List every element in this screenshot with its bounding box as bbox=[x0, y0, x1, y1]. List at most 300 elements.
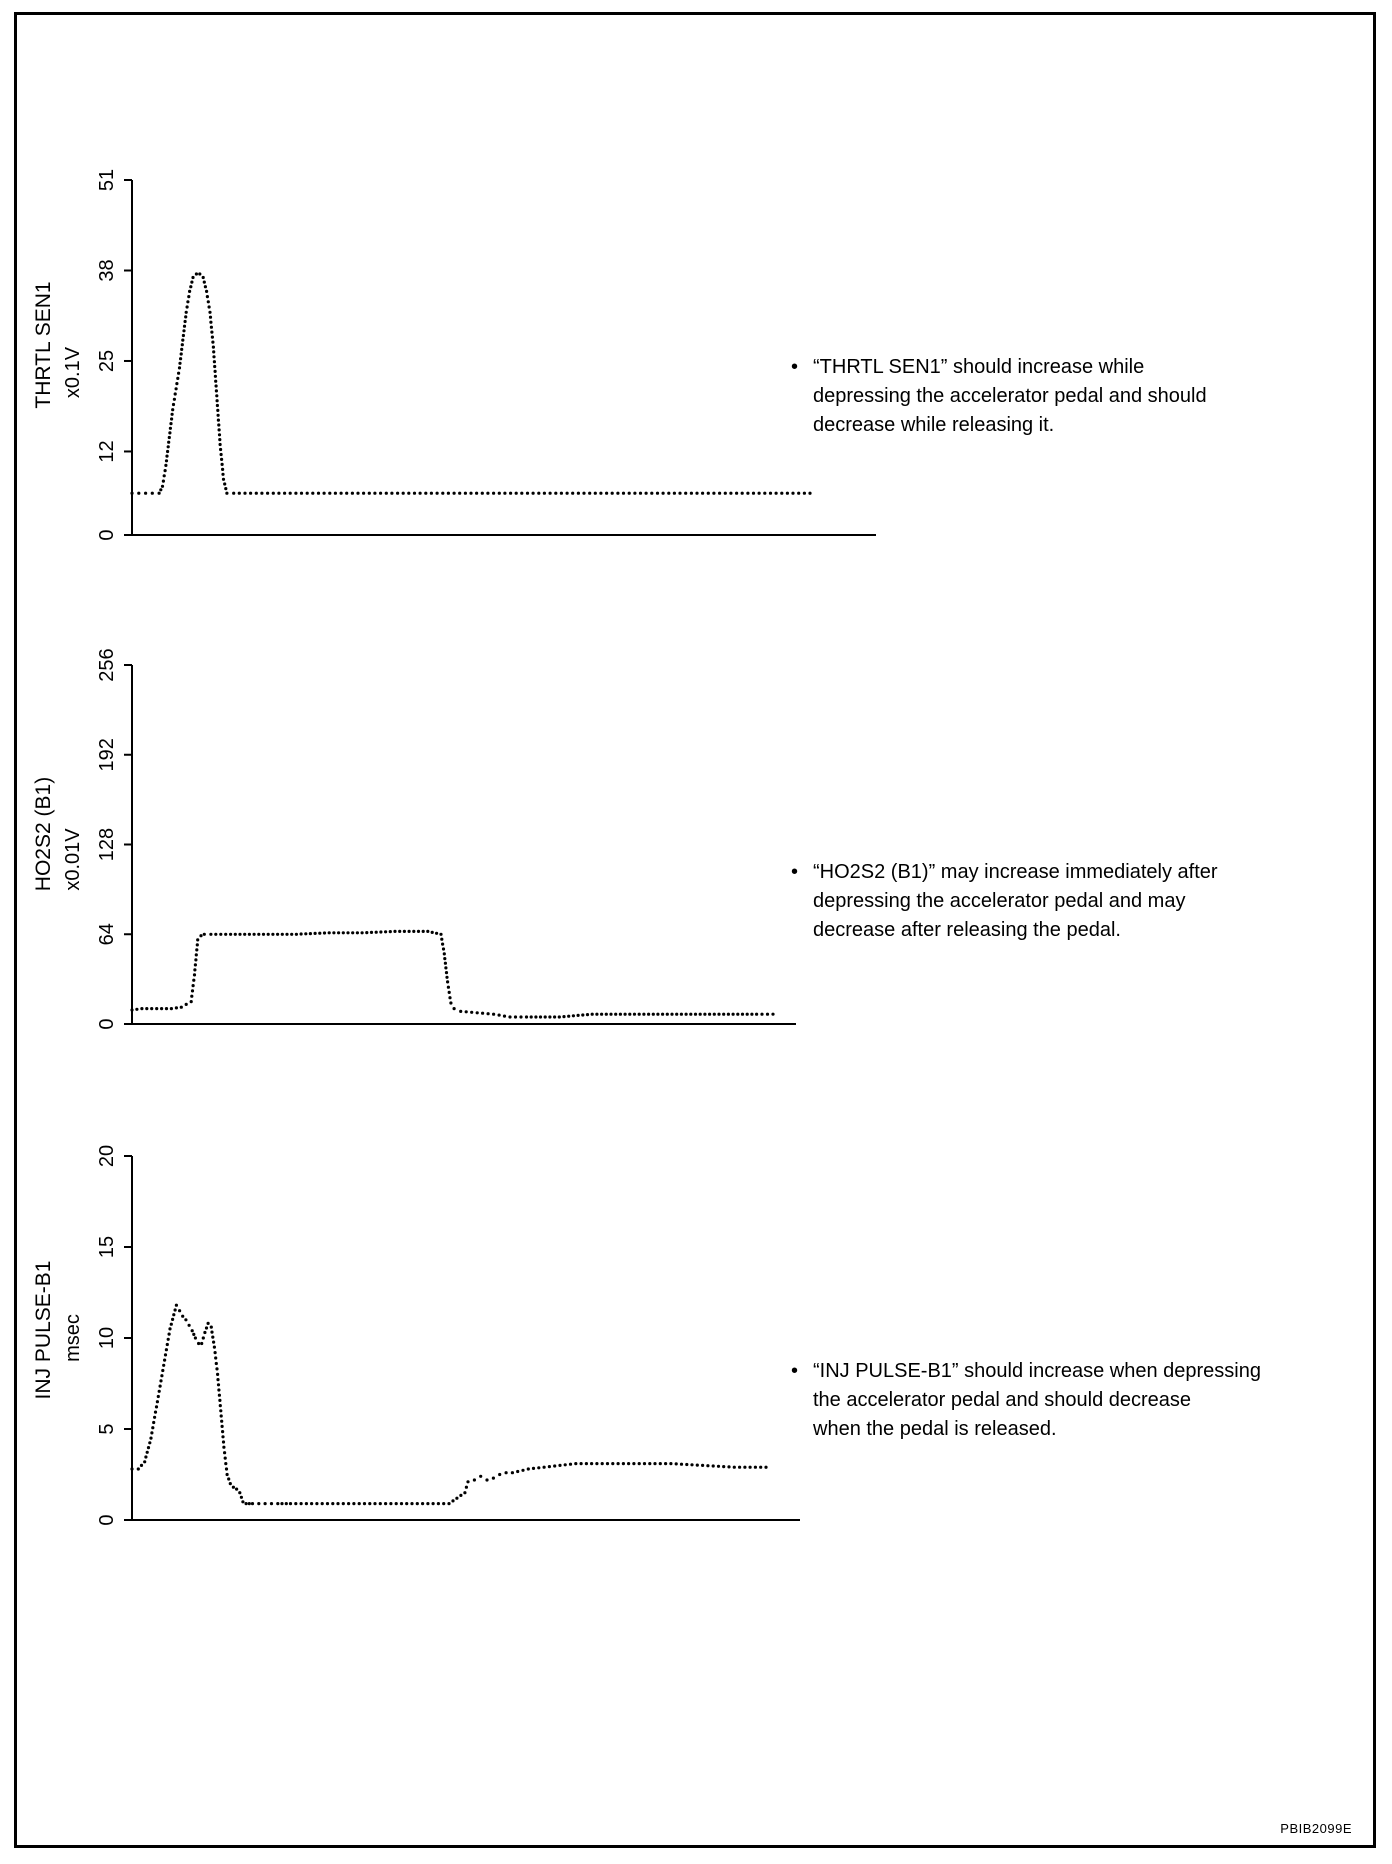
inj-pulse-trace-dot bbox=[257, 1502, 260, 1505]
throttle-trace-dot bbox=[182, 334, 185, 337]
inj-pulse-trace-dot bbox=[221, 1435, 224, 1438]
inj-pulse-trace-dot bbox=[548, 1465, 551, 1468]
ho2s2-trace-dot bbox=[755, 1013, 758, 1016]
throttle-trace-dot bbox=[187, 295, 190, 298]
inj-pulse-trace-dot bbox=[516, 1470, 519, 1473]
throttle-trace-dot bbox=[189, 285, 192, 288]
throttle-trace-dot bbox=[526, 492, 529, 495]
throttle-trace-dot bbox=[221, 463, 224, 466]
throttle-trace-dot bbox=[161, 485, 164, 488]
ho2s2-trace-dot bbox=[422, 930, 425, 933]
inj-pulse-trace-dot bbox=[685, 1463, 688, 1466]
throttle-trace-dot bbox=[289, 492, 292, 495]
inj-pulse-trace-dot bbox=[219, 1404, 222, 1407]
ho2s2-trace-dot bbox=[192, 979, 195, 982]
throttle-trace-dot bbox=[645, 492, 648, 495]
inj-pulse-trace-dot bbox=[580, 1462, 583, 1465]
inj-pulse-trace-dot bbox=[150, 1431, 153, 1434]
throttle-trace-dot bbox=[340, 492, 343, 495]
note-throttle bbox=[791, 353, 1392, 440]
inj-pulse-trace-dot bbox=[172, 1313, 175, 1316]
ho2s2-trace-dot bbox=[314, 932, 317, 935]
throttle-trace-dot bbox=[469, 492, 472, 495]
ho2s2-trace-dot bbox=[642, 1013, 645, 1016]
inj-pulse-trace-dot bbox=[455, 1497, 458, 1500]
throttle-trace-dot bbox=[560, 492, 563, 495]
throttle-trace-dot bbox=[492, 492, 495, 495]
inj-pulse-trace-dot bbox=[294, 1502, 297, 1505]
ho2s2-trace-dot bbox=[539, 1015, 542, 1018]
note-line: decrease after releasing the pedal. bbox=[813, 919, 1121, 941]
inj-pulse-trace-dot bbox=[171, 1318, 174, 1321]
ho2s2-trace-dot bbox=[445, 971, 448, 974]
inj-pulse-trace-dot bbox=[617, 1462, 620, 1465]
inj-pulse-trace-dot bbox=[532, 1467, 535, 1470]
inj-pulse-trace-dot bbox=[218, 1394, 221, 1397]
throttle-trace-dot bbox=[216, 409, 219, 412]
inj-pulse-trace-dot bbox=[235, 1488, 238, 1491]
throttle-trace-dot bbox=[181, 343, 184, 346]
inj-pulse-trace-dot bbox=[410, 1502, 413, 1505]
inj-pulse-trace-dot bbox=[217, 1388, 220, 1391]
inj-pulse-trace-dot bbox=[165, 1348, 168, 1351]
inj-pulse-trace-dot bbox=[216, 1373, 219, 1376]
ho2s2-y-tick-label: 128 bbox=[96, 827, 118, 862]
inj-pulse-trace-dot bbox=[153, 1416, 156, 1419]
ho2s2-trace-dot bbox=[760, 1013, 763, 1016]
throttle-trace-dot bbox=[184, 315, 187, 318]
inj-pulse-trace-dot bbox=[558, 1464, 561, 1467]
throttle-trace-dot bbox=[217, 414, 220, 417]
inj-pulse-trace-dot bbox=[238, 1491, 241, 1494]
throttle-trace-dot bbox=[188, 290, 191, 293]
inj-pulse-trace-dot bbox=[159, 1379, 162, 1382]
ho2s2-trace-dot bbox=[262, 933, 265, 936]
inj-pulse-trace-dot bbox=[336, 1502, 339, 1505]
inj-pulse-trace-dot bbox=[473, 1478, 476, 1481]
inj-pulse-trace-dot bbox=[373, 1502, 376, 1505]
throttle-trace-dot bbox=[202, 276, 205, 279]
inj-pulse-trace-dot bbox=[194, 1336, 197, 1339]
inj-pulse-trace-dot bbox=[140, 1464, 143, 1467]
throttle-trace-dot bbox=[190, 281, 193, 284]
inj-pulse-y-tick-label: 10 bbox=[96, 1326, 118, 1350]
throttle-trace-dot bbox=[182, 329, 185, 332]
inj-pulse-trace-dot bbox=[465, 1486, 468, 1489]
throttle-trace-dot bbox=[159, 488, 162, 491]
ho2s2-trace-dot bbox=[514, 1015, 517, 1018]
ho2s2-trace-dot bbox=[351, 931, 354, 934]
throttle-trace-dot bbox=[179, 357, 182, 360]
ho2s2-trace-dot bbox=[253, 933, 256, 936]
inj-pulse-trace-dot bbox=[358, 1502, 361, 1505]
ho2s2-trace-dot bbox=[553, 1015, 556, 1018]
note-line: when the pedal is released. bbox=[813, 1418, 1057, 1440]
note-line: “THRTL SEN1” should increase while bbox=[813, 356, 1145, 378]
inj-pulse-trace-dot bbox=[764, 1466, 767, 1469]
inj-pulse-trace-dot bbox=[245, 1502, 248, 1505]
ho2s2-trace-dot bbox=[766, 1013, 769, 1016]
inj-pulse-trace-dot bbox=[368, 1502, 371, 1505]
ho2s2-trace-dot bbox=[165, 1007, 168, 1010]
throttle-trace-dot bbox=[741, 492, 744, 495]
ho2s2-trace-dot bbox=[638, 1013, 641, 1016]
ho2s2-trace-dot bbox=[680, 1013, 683, 1016]
throttle-trace-dot bbox=[175, 387, 178, 390]
ho2s2-trace-dot bbox=[309, 932, 312, 935]
throttle-y-tick-label: 38 bbox=[96, 259, 118, 282]
throttle-trace-dot bbox=[543, 492, 546, 495]
ho2s2-trace-dot bbox=[190, 1000, 193, 1003]
inj-pulse-trace-dot bbox=[485, 1478, 488, 1481]
inj-pulse-trace-dot bbox=[717, 1465, 720, 1468]
inj-pulse-trace-dot bbox=[161, 1369, 164, 1372]
throttle-trace-dot bbox=[180, 348, 183, 351]
throttle-trace-dot bbox=[430, 492, 433, 495]
inj-pulse-trace-dot bbox=[463, 1491, 466, 1494]
note-ho2s2 bbox=[791, 858, 1392, 945]
inj-pulse-trace-dot bbox=[149, 1437, 152, 1440]
ho2s2-trace-dot bbox=[586, 1013, 589, 1016]
throttle-trace-dot bbox=[206, 295, 209, 298]
throttle-trace-dot bbox=[520, 492, 523, 495]
note-line: “INJ PULSE-B1” should increase when depressing bbox=[813, 1360, 1261, 1382]
inj-pulse-trace-dot bbox=[222, 1446, 225, 1449]
ho2s2-trace-dot bbox=[448, 991, 451, 994]
throttle-trace-dot bbox=[223, 482, 226, 485]
ho2s2-trace-dot bbox=[243, 933, 246, 936]
inj-pulse-trace-dot bbox=[733, 1466, 736, 1469]
inj-pulse-trace-dot bbox=[300, 1502, 303, 1505]
inj-pulse-trace-dot bbox=[218, 1399, 221, 1402]
throttle-trace-dot bbox=[238, 492, 241, 495]
throttle-trace-dot bbox=[184, 320, 187, 323]
ho2s2-trace-dot bbox=[140, 1007, 143, 1010]
inj-pulse-trace-dot bbox=[221, 1425, 224, 1428]
inj-pulse-trace-dot bbox=[492, 1477, 495, 1480]
throttle-trace-dot bbox=[283, 492, 286, 495]
inj-pulse-trace-dot bbox=[232, 1486, 235, 1489]
inj-pulse-trace-dot bbox=[146, 1451, 149, 1454]
ho2s2-trace-dot bbox=[199, 934, 202, 937]
inj-pulse-trace-dot bbox=[280, 1502, 283, 1505]
throttle-trace-dot bbox=[712, 492, 715, 495]
ho2s2-trace-dot bbox=[746, 1013, 749, 1016]
throttle-trace-dot bbox=[334, 492, 337, 495]
ho2s2-trace-dot bbox=[276, 933, 279, 936]
throttle-trace-dot bbox=[475, 492, 478, 495]
ho2s2-trace-dot bbox=[619, 1013, 622, 1016]
ho2s2-trace-dot bbox=[224, 933, 227, 936]
inj-pulse-trace-dot bbox=[167, 1338, 170, 1341]
ho2s2-trace-dot bbox=[771, 1013, 774, 1016]
throttle-trace-dot bbox=[735, 492, 738, 495]
throttle-trace-dot bbox=[144, 492, 147, 495]
inj-pulse-trace-dot bbox=[638, 1462, 641, 1465]
inj-pulse-trace-dot bbox=[675, 1462, 678, 1465]
throttle-trace-dot bbox=[746, 492, 749, 495]
note-bullet: • bbox=[791, 861, 799, 883]
ho2s2-trace-dot bbox=[323, 931, 326, 934]
ho2s2-trace-dot bbox=[408, 930, 411, 933]
inj-pulse-trace-dot bbox=[220, 1420, 223, 1423]
throttle-trace-dot bbox=[566, 492, 569, 495]
ho2s2-trace-dot bbox=[498, 1014, 501, 1017]
throttle-trace-dot bbox=[701, 492, 704, 495]
throttle-trace-dot bbox=[164, 469, 167, 472]
inj-pulse-trace-dot bbox=[181, 1315, 184, 1318]
inj-pulse-trace-dot bbox=[643, 1462, 646, 1465]
inj-pulse-trace-dot bbox=[537, 1466, 540, 1469]
throttle-trace-dot bbox=[453, 492, 456, 495]
inj-pulse-trace-dot bbox=[215, 1362, 218, 1365]
inj-pulse-trace-dot bbox=[451, 1499, 454, 1502]
inj-pulse-trace-dot bbox=[151, 1426, 154, 1429]
inj-pulse-y-tick-label: 20 bbox=[96, 1144, 118, 1168]
ho2s2-trace-dot bbox=[736, 1013, 739, 1016]
inj-pulse-trace-dot bbox=[331, 1502, 334, 1505]
inj-pulse-trace-dot bbox=[251, 1502, 254, 1505]
inj-pulse-trace-dot bbox=[426, 1502, 429, 1505]
inj-pulse-trace-dot bbox=[155, 1405, 158, 1408]
throttle-trace-dot bbox=[167, 441, 170, 444]
inj-pulse-trace-dot bbox=[505, 1471, 508, 1474]
throttle-trace-dot bbox=[277, 492, 280, 495]
throttle-trace-dot bbox=[211, 341, 214, 344]
ho2s2-trace-dot bbox=[194, 963, 197, 966]
throttle-trace-dot bbox=[130, 492, 133, 495]
throttle-trace-dot bbox=[212, 350, 215, 353]
inj-pulse-trace-dot bbox=[130, 1467, 133, 1470]
inj-pulse-trace-dot bbox=[168, 1327, 171, 1330]
inj-pulse-trace-dot bbox=[264, 1502, 267, 1505]
ho2s2-trace-dot bbox=[135, 1008, 138, 1011]
throttle-trace-dot bbox=[217, 423, 220, 426]
inj-pulse-trace-dot bbox=[727, 1465, 730, 1468]
ho2s2-trace-dot bbox=[443, 957, 446, 960]
ho2s2-trace-dot bbox=[581, 1013, 584, 1016]
throttle-trace-dot bbox=[306, 492, 309, 495]
inj-pulse-trace-dot bbox=[216, 1378, 219, 1381]
throttle-trace-dot bbox=[503, 492, 506, 495]
throttle-trace-dot bbox=[243, 492, 246, 495]
note-bullet: • bbox=[791, 1360, 799, 1382]
inj-pulse-trace-dot bbox=[466, 1480, 469, 1483]
ho2s2-trace-dot bbox=[577, 1014, 580, 1017]
inj-pulse-trace-dot bbox=[498, 1473, 501, 1476]
throttle-trace-dot bbox=[667, 492, 670, 495]
ho2s2-trace-dot bbox=[447, 986, 450, 989]
inj-pulse-trace-dot bbox=[442, 1502, 445, 1505]
note-line: “HO2S2 (B1)” may increase immediately after bbox=[813, 861, 1218, 883]
inj-pulse-trace-dot bbox=[437, 1502, 440, 1505]
throttle-trace-dot bbox=[216, 404, 219, 407]
throttle-trace-dot bbox=[351, 492, 354, 495]
throttle-trace-dot bbox=[191, 276, 194, 279]
ho2s2-trace-dot bbox=[328, 931, 331, 934]
inj-pulse-trace-dot bbox=[248, 1502, 251, 1505]
throttle-y-tick-label: 0 bbox=[96, 529, 118, 541]
throttle-trace-dot bbox=[763, 492, 766, 495]
inj-pulse-trace-dot bbox=[321, 1502, 324, 1505]
ho2s2-trace-dot bbox=[652, 1013, 655, 1016]
inj-pulse-trace-dot bbox=[564, 1463, 567, 1466]
throttle-trace-dot bbox=[509, 492, 512, 495]
throttle-trace-dot bbox=[328, 492, 331, 495]
throttle-trace-dot bbox=[186, 305, 189, 308]
note-line: decrease while releasing it. bbox=[813, 414, 1055, 436]
inj-pulse-trace-dot bbox=[224, 1457, 227, 1460]
ho2s2-trace-dot bbox=[337, 931, 340, 934]
throttle-trace-dot bbox=[162, 480, 165, 483]
ho2s2-trace-dot bbox=[717, 1013, 720, 1016]
throttle-trace-dot bbox=[178, 362, 181, 365]
throttle-trace-dot bbox=[266, 492, 269, 495]
throttle-trace-dot bbox=[214, 370, 217, 373]
ho2s2-trace-dot bbox=[346, 931, 349, 934]
throttle-trace-dot bbox=[221, 473, 224, 476]
throttle-trace-dot bbox=[163, 474, 166, 477]
ho2s2-trace-dot bbox=[519, 1015, 522, 1018]
ho2s2-trace-dot bbox=[727, 1013, 730, 1016]
throttle-trace-dot bbox=[175, 382, 178, 385]
ho2s2-trace-dot bbox=[150, 1007, 153, 1010]
throttle-trace-dot bbox=[168, 431, 171, 434]
inj-pulse-trace-dot bbox=[156, 1400, 159, 1403]
ho2s2-trace-dot bbox=[370, 931, 373, 934]
ho2s2-trace-dot bbox=[661, 1013, 664, 1016]
throttle-trace-dot bbox=[249, 492, 252, 495]
inj-pulse-trace-dot bbox=[421, 1502, 424, 1505]
throttle-trace-dot bbox=[180, 352, 183, 355]
inj-pulse-trace-dot bbox=[285, 1502, 288, 1505]
inj-pulse-y-tick-label: 5 bbox=[96, 1423, 118, 1435]
throttle-trace-dot bbox=[769, 492, 772, 495]
throttle-trace-dot bbox=[786, 492, 789, 495]
throttle-trace-dot bbox=[486, 492, 489, 495]
ho2s2-trace-dot bbox=[443, 952, 446, 955]
inj-pulse-trace-dot bbox=[214, 1351, 217, 1354]
throttle-trace-dot bbox=[170, 417, 173, 420]
throttle-trace-dot bbox=[185, 311, 188, 314]
ho2s2-trace-dot bbox=[209, 933, 212, 936]
inj-pulse-y-tick-label: 0 bbox=[96, 1514, 118, 1526]
inj-pulse-trace-dot bbox=[590, 1462, 593, 1465]
inj-pulse-trace-dot bbox=[664, 1462, 667, 1465]
throttle-trace-dot bbox=[345, 492, 348, 495]
throttle-trace-dot bbox=[662, 492, 665, 495]
throttle-trace-dot bbox=[166, 450, 169, 453]
ho2s2-trace-dot bbox=[444, 966, 447, 969]
throttle-trace-dot bbox=[650, 492, 653, 495]
inj-pulse-trace-dot bbox=[226, 1473, 229, 1476]
throttle-trace-dot bbox=[515, 492, 518, 495]
inj-pulse-trace-dot bbox=[432, 1502, 435, 1505]
inj-pulse-trace-dot bbox=[706, 1464, 709, 1467]
ho2s2-trace-dot bbox=[365, 931, 368, 934]
inj-pulse-trace-dot bbox=[221, 1430, 224, 1433]
inj-pulse-trace-dot bbox=[622, 1462, 625, 1465]
ho2s2-trace-dot bbox=[192, 984, 195, 987]
ho2s2-trace-dot bbox=[332, 931, 335, 934]
ho2s2-trace-dot bbox=[741, 1013, 744, 1016]
inj-pulse-trace-dot bbox=[627, 1462, 630, 1465]
throttle-trace-dot bbox=[214, 375, 217, 378]
ho2s2-trace-dot bbox=[530, 1015, 533, 1018]
inj-pulse-trace-dot bbox=[148, 1441, 151, 1444]
inj-pulse-trace-dot bbox=[205, 1326, 208, 1329]
throttle-trace-dot bbox=[481, 492, 484, 495]
throttle-trace-dot bbox=[554, 492, 557, 495]
throttle-trace-dot bbox=[622, 492, 625, 495]
throttle-trace-dot bbox=[678, 492, 681, 495]
inj-pulse-trace-dot bbox=[416, 1502, 419, 1505]
ho2s2-trace-dot bbox=[375, 931, 378, 934]
throttle-y-tick-label: 51 bbox=[96, 168, 118, 192]
ho2s2-trace-dot bbox=[384, 930, 387, 933]
throttle-trace-dot bbox=[137, 492, 140, 495]
inj-pulse-trace-dot bbox=[270, 1502, 273, 1505]
inj-pulse-trace-dot bbox=[147, 1446, 150, 1449]
ho2s2-trace-dot bbox=[441, 943, 444, 946]
ho2s2-trace-dot bbox=[361, 931, 364, 934]
note-line: the accelerator pedal and should decrease bbox=[813, 1389, 1192, 1411]
ho2s2-y-axis-label: HO2S2 (B1) bbox=[32, 776, 55, 892]
throttle-trace-dot bbox=[385, 492, 388, 495]
throttle-trace-dot bbox=[260, 492, 263, 495]
inj-pulse-trace-dot bbox=[543, 1466, 546, 1469]
ho2s2-trace-dot bbox=[446, 980, 449, 983]
inj-pulse-trace-dot bbox=[240, 1496, 243, 1499]
throttle-trace-dot bbox=[203, 281, 206, 284]
throttle-trace-dot bbox=[729, 492, 732, 495]
ho2s2-trace-dot bbox=[449, 1001, 452, 1004]
throttle-trace-dot bbox=[707, 492, 710, 495]
throttle-trace-dot bbox=[210, 326, 213, 329]
inj-pulse-trace-dot bbox=[213, 1346, 216, 1349]
inj-pulse-trace-dot bbox=[738, 1466, 741, 1469]
throttle-trace-dot bbox=[611, 492, 614, 495]
inj-pulse-unit-label: msec bbox=[62, 1314, 84, 1362]
ho2s2-trace-dot bbox=[234, 933, 237, 936]
throttle-y-tick-label: 25 bbox=[96, 349, 118, 373]
throttle-trace-dot bbox=[208, 311, 211, 314]
ho2s2-trace-dot bbox=[281, 933, 284, 936]
throttle-trace-dot bbox=[413, 492, 416, 495]
throttle-trace-dot bbox=[390, 492, 393, 495]
throttle-trace-dot bbox=[219, 443, 222, 446]
inj-pulse-trace-dot bbox=[511, 1471, 514, 1474]
throttle-trace-dot bbox=[577, 492, 580, 495]
throttle-trace-dot bbox=[803, 492, 806, 495]
ho2s2-trace-dot bbox=[689, 1013, 692, 1016]
throttle-trace-dot bbox=[217, 419, 220, 422]
throttle-trace-dot bbox=[695, 492, 698, 495]
ho2s2-trace-dot bbox=[503, 1015, 506, 1018]
ho2s2-trace-dot bbox=[248, 933, 251, 936]
throttle-trace-dot bbox=[176, 377, 179, 380]
inj-pulse-trace-dot bbox=[690, 1463, 693, 1466]
ho2s2-unit-label: x0.01V bbox=[62, 828, 84, 891]
throttle-trace-dot bbox=[588, 492, 591, 495]
ho2s2-trace-dot bbox=[318, 932, 321, 935]
ho2s2-trace-dot bbox=[476, 1011, 479, 1014]
ho2s2-trace-dot bbox=[445, 976, 448, 979]
inj-pulse-trace-dot bbox=[229, 1482, 232, 1485]
throttle-trace-dot bbox=[368, 492, 371, 495]
throttle-trace-dot bbox=[173, 398, 176, 401]
throttle-trace-dot bbox=[171, 413, 174, 416]
